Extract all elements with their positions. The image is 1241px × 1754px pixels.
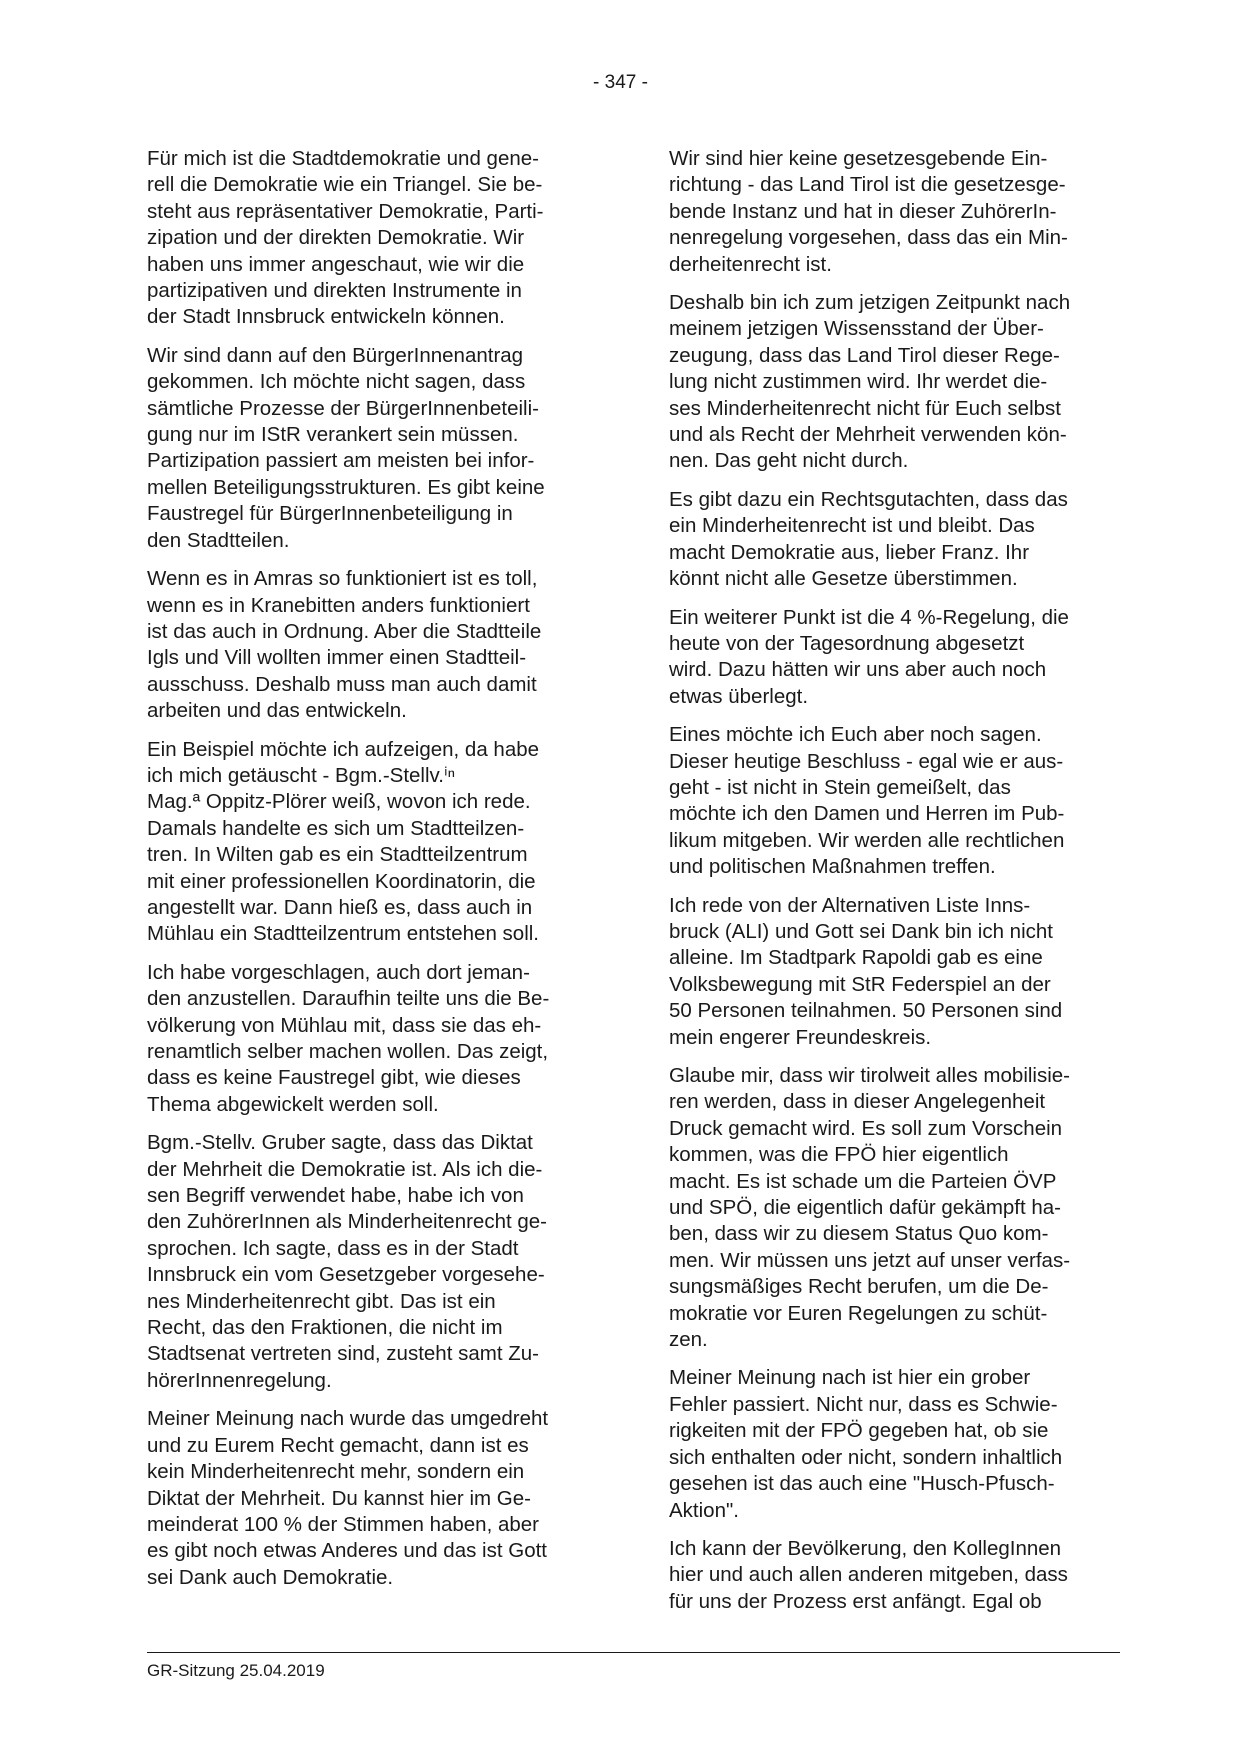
paragraph: Glaube mir, dass wir tirolweit alles mobilisie- ren werden, dass in dieser Angelegenheit Druck gemacht wird. Es soll zum Vorschein kommen, was die FPÖ hier eigentlich macht. Es ist schade um die Parteien ÖVP und SPÖ, die eigentlich dafür gekämpft ha- ben, dass wir zu diesem Status Quo kom- men. Wir müssen uns jetzt auf unser verfas- sungsmäßiges Recht berufen, um die De- mokratie vor Euren Regelungen zu schüt- zen. bbox=[669, 1064, 1071, 1352]
paragraph: Es gibt dazu ein Rechtsgutachten, dass das ein Minderheitenrecht ist und bleibt. Das macht Demokratie aus, lieber Franz. Ihr könnt nicht alle Gesetze überstimmen. bbox=[669, 487, 1068, 591]
paragraph: Meiner Meinung nach ist hier ein grober Fehler passiert. Nicht nur, dass es Schwie- rigkeiten mit der FPÖ gegeben hat, ob sie sich enthalten oder nicht, sondern inhaltlich gesehen ist das auch eine "Husch-Pfusch- Aktion". bbox=[669, 1366, 1063, 1522]
right-column bbox=[669, 146, 1119, 1627]
paragraph: Bgm.-Stellv. Gruber sagte, dass das Diktat der Mehrheit die Demokratie ist. Als ich die- sen Begriff verwendet habe, habe ich von den ZuhörerInnen als Minderheitenrecht ge- sprochen. Ich sagte, dass es in der Stadt Innsbruck ein vom Gesetzgeber vorgesehe- nes Minderheitenrecht gibt. Das ist ein Recht, das den Fraktionen, die nicht im Stadtsenat vertreten sind, zusteht samt Zu- hörerInnenregelung. bbox=[147, 1131, 547, 1392]
page-number: - 347 - bbox=[593, 72, 648, 93]
paragraph: Eines möchte ich Euch aber noch sagen. Dieser heutige Beschluss - egal wie er aus- geht - ist nicht in Stein gemeißelt, das möchte ich den Damen und Herren im Pub- likum mitgeben. Wir werden alle rechtlichen und politischen Maßnahmen treffen. bbox=[669, 723, 1065, 879]
left-column bbox=[147, 146, 595, 1603]
paragraph: Wir sind hier keine gesetzesgebende Ein- richtung - das Land Tirol ist die gesetzesge- bende Instanz und hat in dieser ZuhörerIn- nenregelung vorgesehen, dass das ein Min- derheitenrecht ist. bbox=[669, 147, 1068, 276]
paragraph: Deshalb bin ich zum jetzigen Zeitpunkt nach meinem jetzigen Wissensstand der Über- zeugung, dass das Land Tirol dieser Rege- lung nicht zustimmen wird. Ihr werdet die- ses Minderheitenrecht nicht für Euch selbst und als Recht der Mehrheit verwenden kön- nen. Das geht nicht durch. bbox=[669, 291, 1071, 473]
paragraph: Ich kann der Bevölkerung, den KollegInnen hier und auch allen anderen mitgeben, dass für uns der Prozess erst anfängt. Egal ob bbox=[669, 1536, 1068, 1613]
footer-divider bbox=[147, 1652, 1120, 1653]
paragraph: Wenn es in Amras so funktioniert ist es toll, wenn es in Kranebitten anders funktioniert ist das auch in Ordnung. Aber die Stadtteile Igls und Vill wollten immer einen Stadtteil- ausschuss. Deshalb muss man auch damit arbeiten und das entwickeln. bbox=[147, 567, 542, 723]
paragraph: Ich rede von der Alternativen Liste Inns- bruck (ALI) und Gott sei Dank bin ich nicht alleine. Im Stadtpark Rapoldi gab es eine Volksbewegung mit StR Federspiel an der 50 Personen teilnahmen. 50 Personen sind mein engerer Freundeskreis. bbox=[669, 893, 1063, 1049]
footer-session-date: GR-Sitzung 25.04.2019 bbox=[147, 1661, 325, 1680]
paragraph: Ich habe vorgeschlagen, auch dort jeman- den anzustellen. Daraufhin teilte uns die Be- völkerung von Mühlau mit, dass sie das eh- renamtlich selber machen wollen. Das zeigt, dass es keine Faustregel gibt, wie dieses Thema abgewickelt werden soll. bbox=[147, 960, 550, 1116]
paragraph: Wir sind dann auf den BürgerInnenantrag gekommen. Ich möchte nicht sagen, dass sämtliche Prozesse der BürgerInnenbeteili- gung nur im IStR verankert sein müssen. Partizipation passiert am meisten bei infor- mellen Beteiligungsstrukturen. Es gibt keine Faustregel für BürgerInnenbeteiligung in den Stadtteilen. bbox=[147, 343, 545, 552]
paragraph: Für mich ist die Stadtdemokratie und gene- rell die Demokratie wie ein Triangel. Sie be- steht aus repräsentativer Demokratie, Parti- zipation und der direkten Demokratie. Wir haben uns immer angeschaut, wie wir die partizipativen und direkten Instrumente in der Stadt Innsbruck entwickeln können. bbox=[147, 147, 544, 329]
paragraph: Ein weiterer Punkt ist die 4 %-Regelung, die heute von der Tagesordnung abgesetzt wird. Dazu hätten wir uns aber auch noch etwas überlegt. bbox=[669, 605, 1069, 708]
paragraph: Meiner Meinung nach wurde das umgedreht und zu Eurem Recht gemacht, dann ist es kein Minderheitenrecht mehr, sondern ein Diktat der Mehrheit. Du kannst hier im Ge- meinderat 100 % der Stimmen haben, aber es gibt noch etwas Anderes und das ist Gott sei Dank auch Demokratie. bbox=[147, 1407, 549, 1589]
paragraph: Ein Beispiel möchte ich aufzeigen, da habe ich mich getäuscht - Bgm.-Stellv.ⁱⁿ Mag.ª Oppitz-Plörer weiß, wovon ich rede. Damals handelte es sich um Stadtteilzen- tren. In Wilten gab es ein Stadtteilzentrum mit einer professionellen Koordinatorin, die angestellt war. Dann hieß es, dass auch in Mühlau ein Stadtteilzentrum entstehen soll. bbox=[147, 737, 540, 946]
